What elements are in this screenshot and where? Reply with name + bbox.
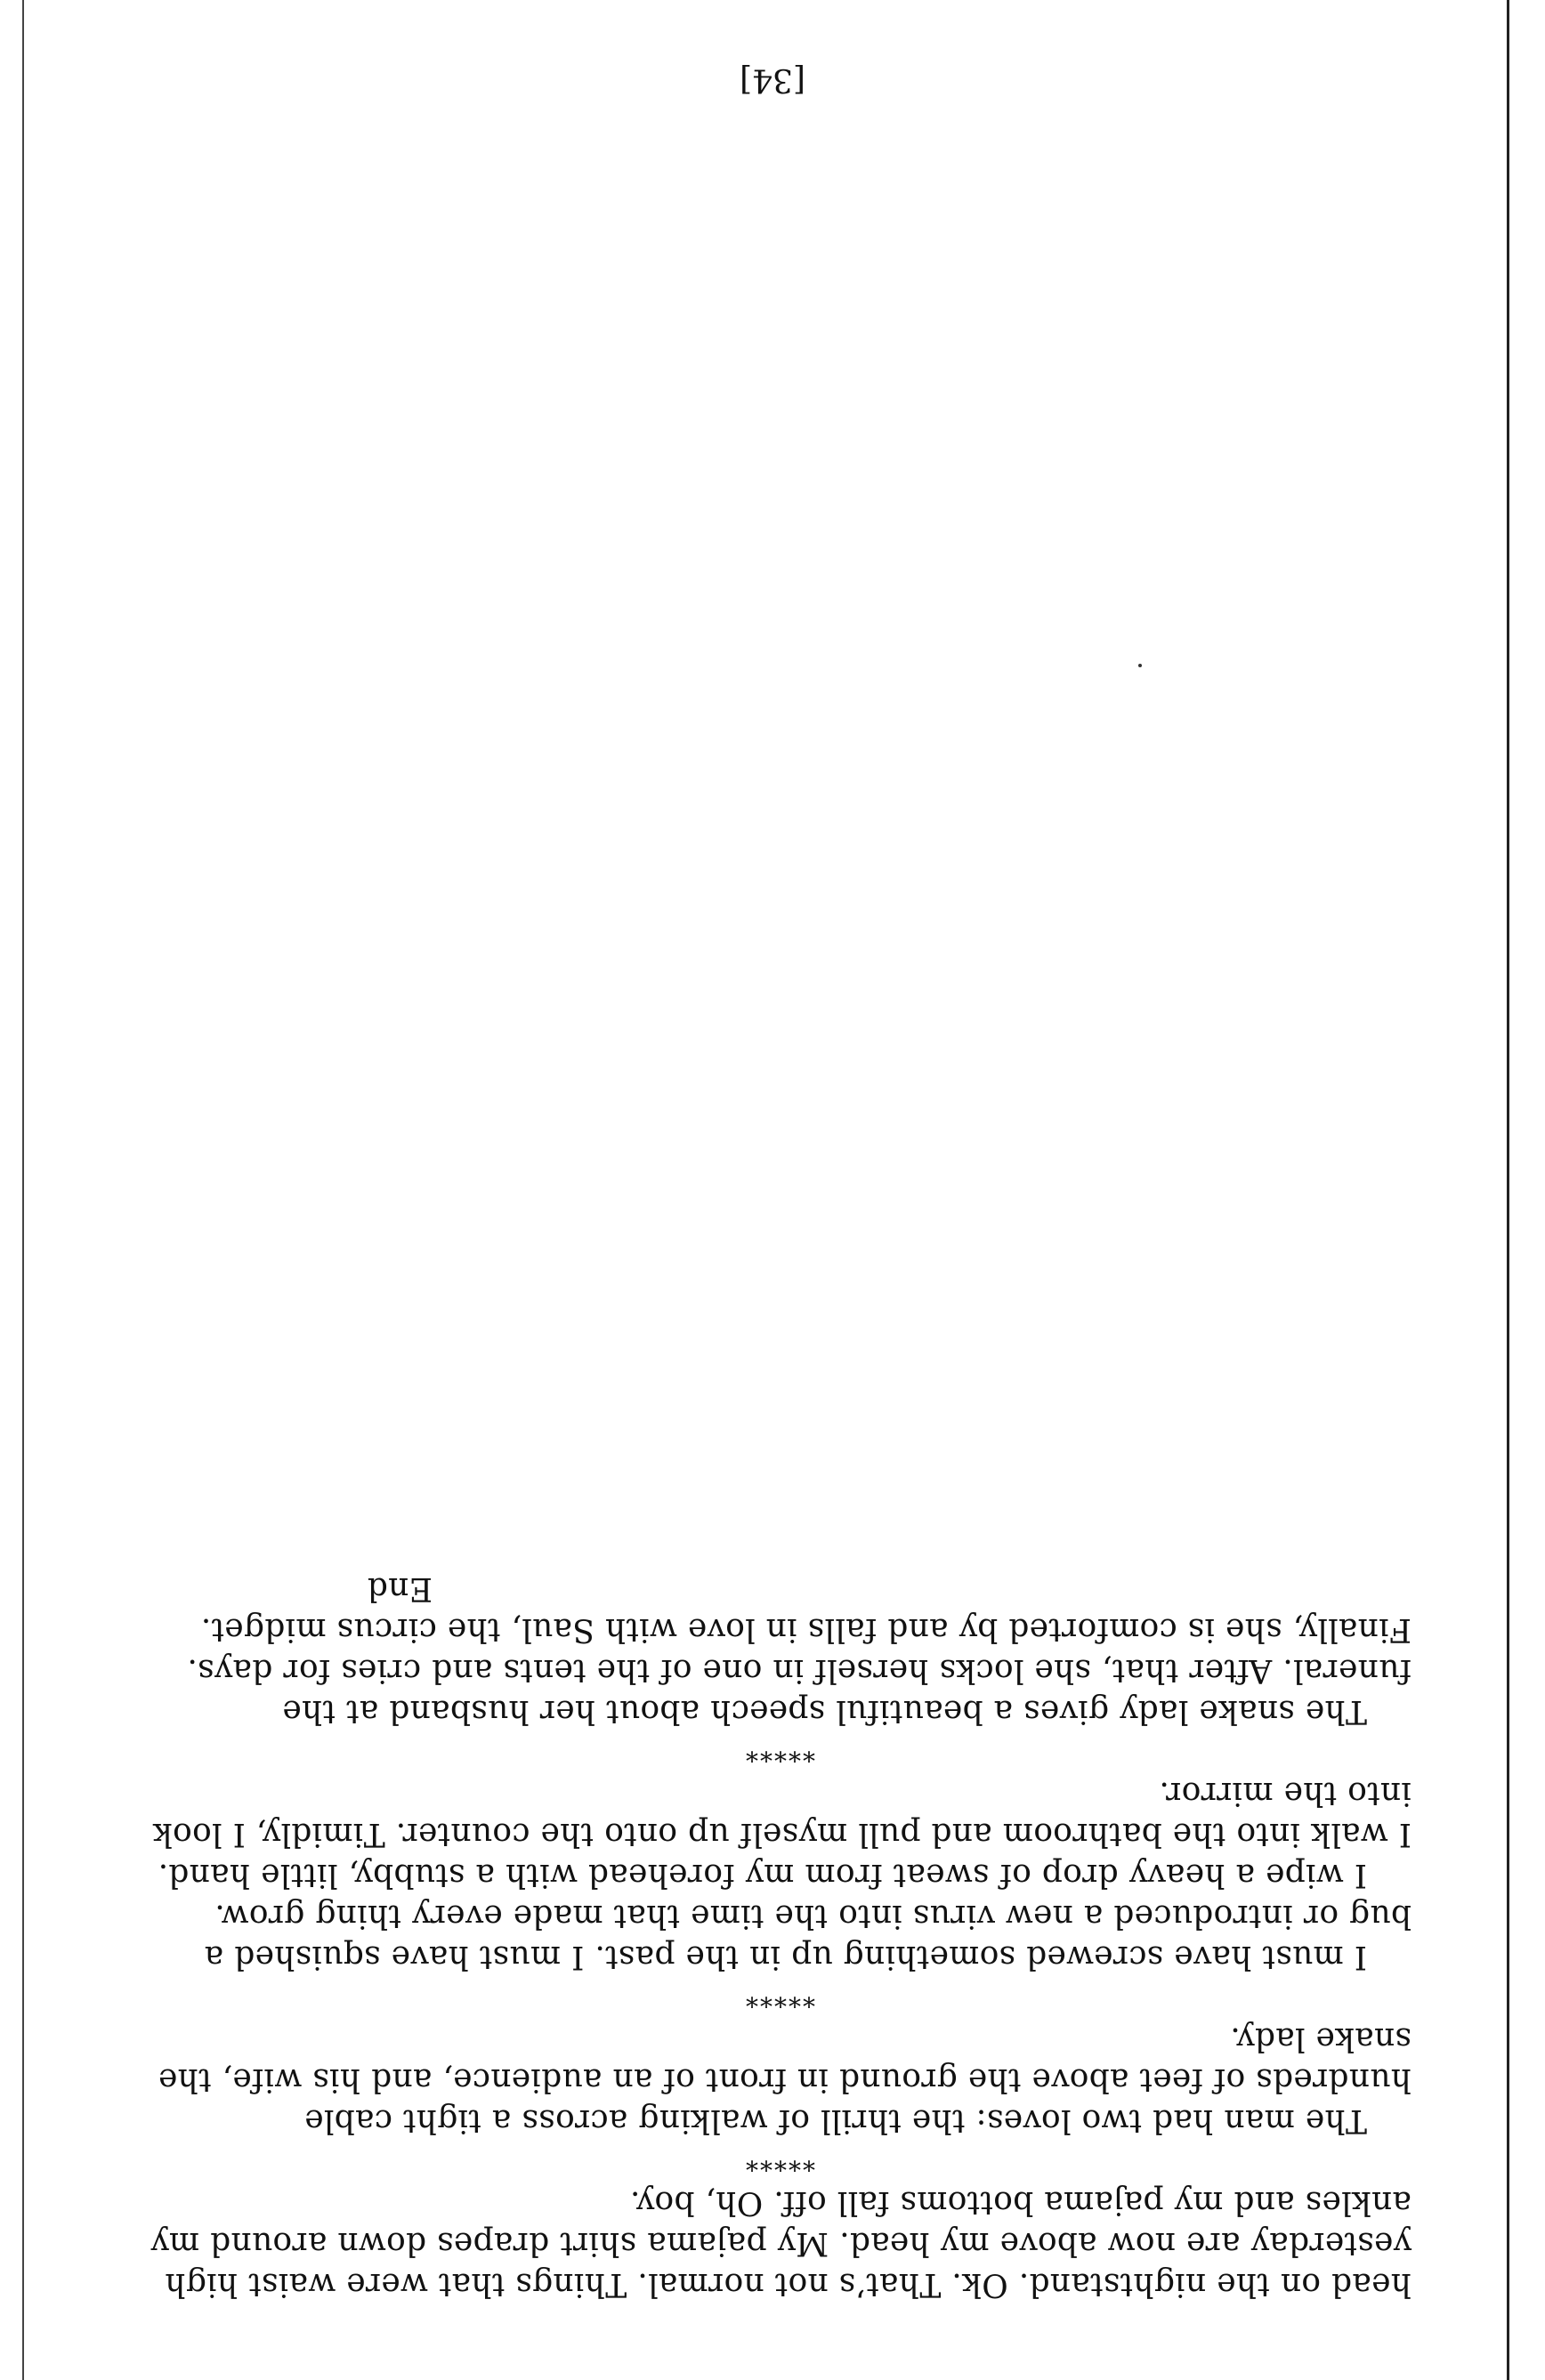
- paragraph-2: The man had two loves: the thrill of walking across a tight cable hundreds of feet above the ground in front of an audience, and his wife, the snake lady.: [158, 2021, 1412, 2139]
- paragraph-4: I wipe a heavy drop of sweat from my forehead with a stubby, little hand. I walk into the bathroom and pull myself up onto the counter. Timidly, I look into the mirror.: [152, 1775, 1412, 1893]
- section-separator-1: *****: [744, 2147, 815, 2176]
- paragraph-1: head on the nightstand. Ok. That’s not normal. Things that were waist high yesterday are now above my head. My pajama shirt drapes down around my ankles and my pajama bottoms fall off. Oh, boy.: [150, 2184, 1412, 2303]
- paragraph-5: The snake lady gives a beautiful speech about her husband at the funeral. After that, she locks herself in one of the tents and cries for days. Finally, she is comforted by and falls in love with Saul, the circus midget.: [187, 1611, 1412, 1730]
- page-number: [34]: [740, 61, 805, 98]
- scan-speck: [1138, 664, 1142, 667]
- section-separator-3: *****: [744, 1738, 815, 1767]
- page-edge-right: [22, 0, 24, 2380]
- section-separator-2: *****: [744, 1983, 815, 2013]
- story-text: [148, 1568, 1412, 2304]
- end-label: End: [367, 1570, 433, 1607]
- page-edge-left: [1507, 0, 1509, 2380]
- paragraph-3: I must have screwed something up in the past. I must have squished a bug or introduced a new virus into the time that made every thing grow.: [204, 1898, 1412, 1975]
